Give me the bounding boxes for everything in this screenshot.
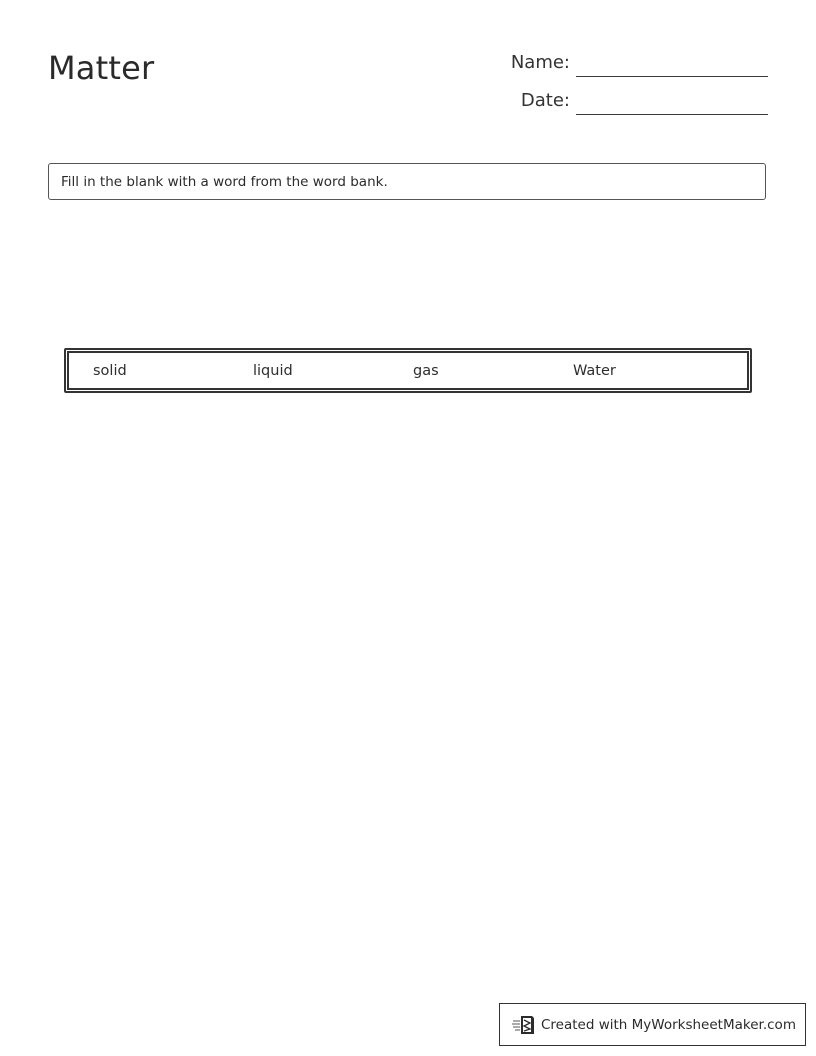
name-field	[511, 52, 768, 74]
word-bank-item: Water	[573, 362, 616, 379]
created-with-badge[interactable]	[499, 1003, 806, 1046]
date-blank-line	[576, 114, 768, 115]
word-bank-item: gas	[413, 362, 439, 379]
instructions-box	[48, 163, 766, 200]
worksheet-maker-logo-icon	[512, 1014, 536, 1036]
worksheet-title: Matter	[48, 49, 155, 87]
instructions-text: Fill in the blank with a word from the word bank.	[61, 173, 388, 190]
name-label: Name:	[510, 52, 570, 73]
name-blank-line	[576, 76, 768, 77]
word-bank	[64, 348, 752, 393]
word-bank-item: liquid	[253, 362, 293, 379]
created-with-text: Created with MyWorksheetMaker.com	[541, 1016, 796, 1033]
date-field	[521, 90, 768, 112]
word-bank-item: solid	[93, 362, 127, 379]
date-label: Date:	[520, 90, 570, 111]
